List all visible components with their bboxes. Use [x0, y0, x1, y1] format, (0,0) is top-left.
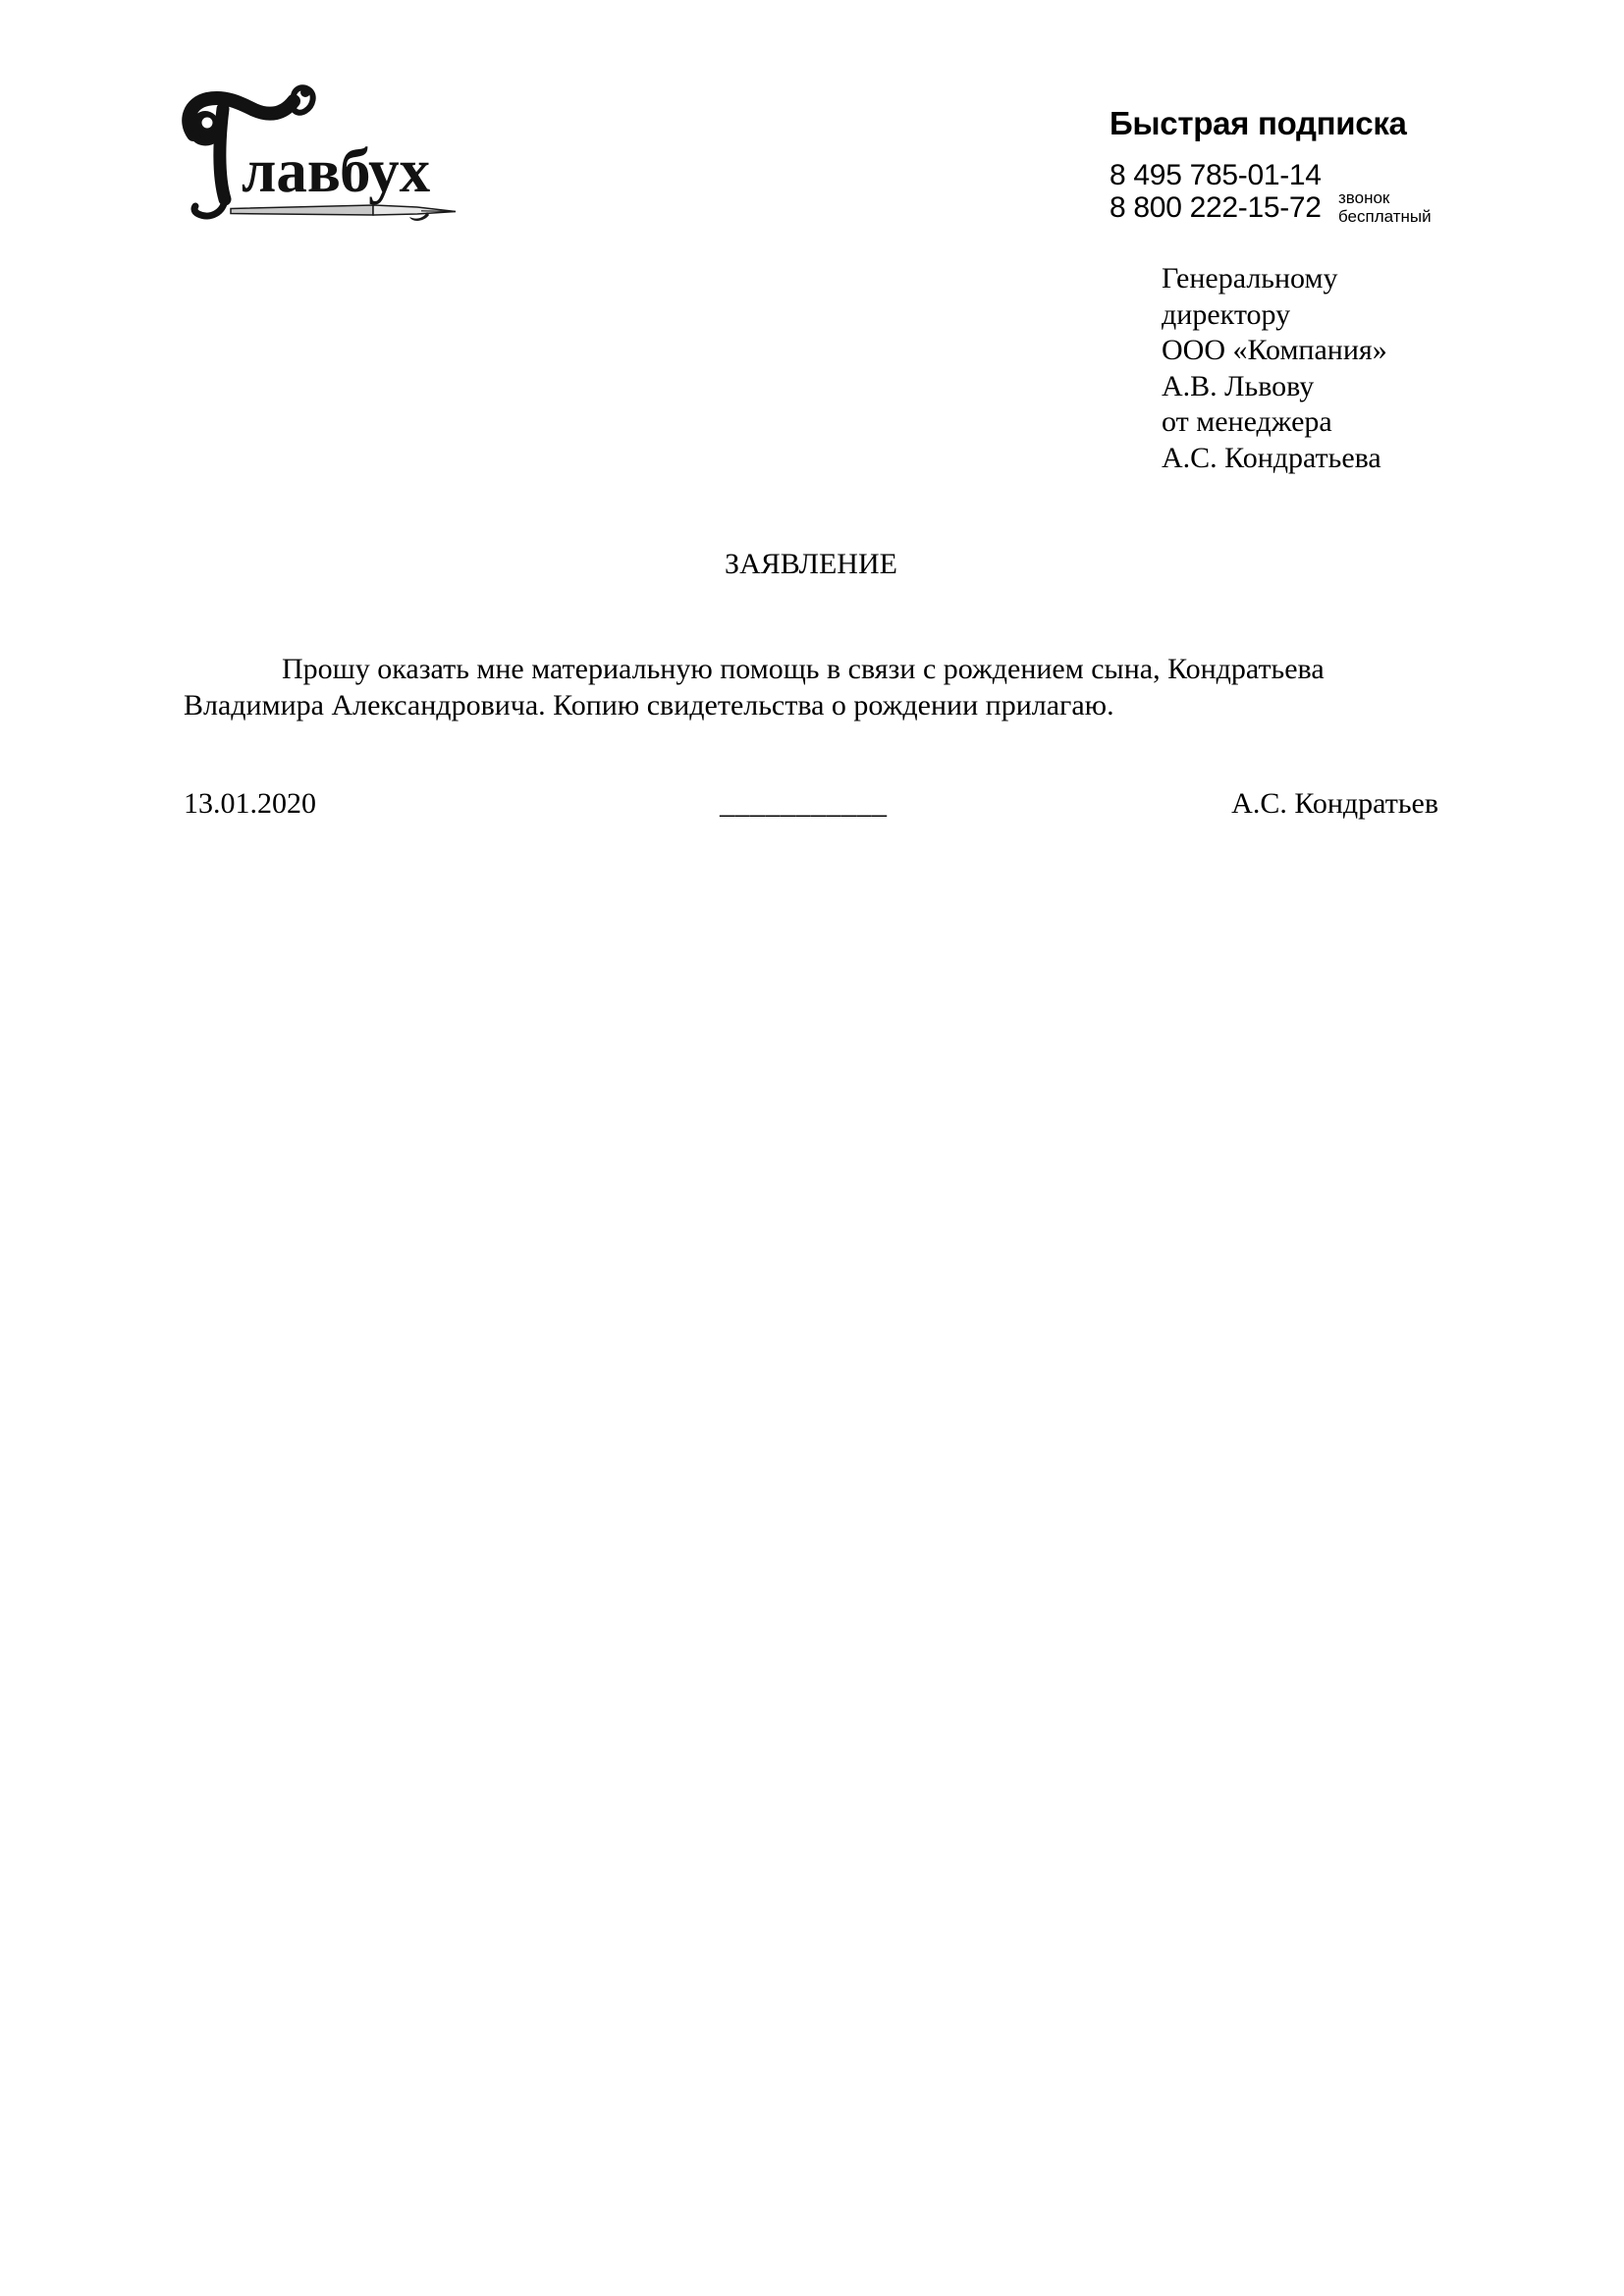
addressee-line: от менеджера [1162, 405, 1332, 438]
free-call-note-line: бесплатный [1338, 207, 1432, 226]
glavbukh-logo [182, 83, 466, 233]
phone-number-moscow: 8 495 785-01-14 [1110, 159, 1322, 191]
addressee-line: А.С. Кондратьева [1162, 441, 1381, 474]
glavbukh-logo-image [182, 83, 466, 233]
addressee-block [1162, 261, 1387, 476]
signature-line: ___________ [720, 787, 888, 820]
signature-row [184, 785, 1438, 829]
addressee-line: А.В. Львову [1162, 369, 1315, 402]
statement-date: 13.01.2020 [184, 787, 316, 820]
free-call-note-line: звонок [1338, 188, 1390, 207]
pen-nib-icon [231, 205, 456, 221]
signer-name: А.С. Кондратьев [1231, 787, 1438, 820]
statement-body: Прошу оказать мне материальную помощь в связи с рождением сына, Кондратьева Владимира Александровича. Копию свидетельства о рождении прилагаю. [184, 653, 1325, 721]
addressee-line: ООО «Компания» [1162, 334, 1387, 366]
statement-title: ЗАЯВЛЕНИЕ [725, 548, 897, 580]
quick-subscription-title: Быстрая подписка [1110, 105, 1407, 141]
quick-subscription-block [1110, 106, 1522, 224]
free-call-note [1338, 188, 1432, 226]
addressee-line: Генеральному [1162, 262, 1338, 294]
brand-text: лавбух [242, 136, 431, 205]
addressee-line: директору [1162, 297, 1291, 331]
phone-number-tollfree: 8 800 222-15-72 [1110, 191, 1322, 224]
phone-numbers [1110, 159, 1522, 224]
